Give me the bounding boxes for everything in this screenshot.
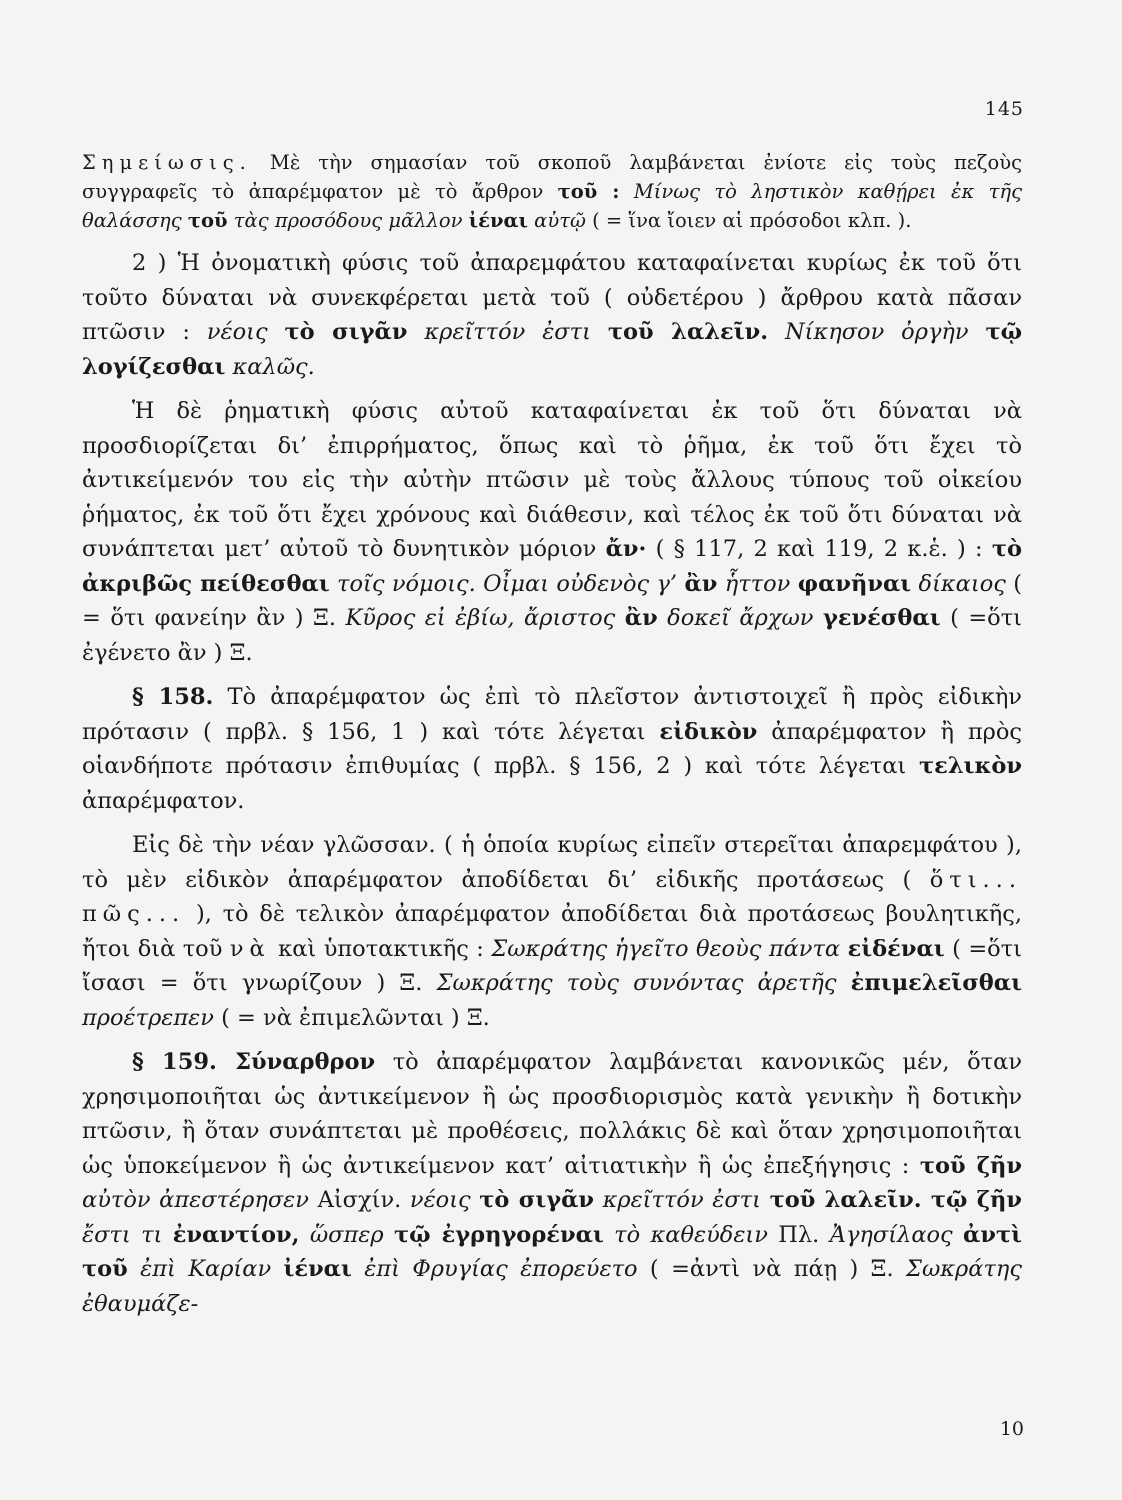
bold-run: τὸ σιγᾶν — [284, 319, 408, 345]
text-run: τὸ ἀπαρέμφατον λαμβάνεται κανονικῶς μέν, ὅταν χρησιμοποιῆται ὡς ἀντικείμενον ἢ ὡς προσδιορισμὸς κατὰ γενικὴν ἢ δοτικὴν πτῶσιν, ἢ ὅταν συνάπτεται μὲ προθέσεις, πολλάκις δὲ καὶ ὅταν χρησιμοποιῆται ὡς ὑποκείμενον ἢ ὡς ἀντικείμενον κατ’ αἰτιατικὴν ἢ ὡς ἐπεξήγησις : — [82, 1049, 1022, 1179]
text-run: Τὸ ἀπαρέμφατον ὡς ἐπὶ τὸ πλεῖστον ἀντιστοιχεῖ ἢ πρὸς εἰδικὴν πρότασιν ( πρβλ. § 156, 1 ) καὶ τότε λέγεται — [82, 684, 1022, 745]
text-run: καὶ ὑποτακτικῆς : — [270, 935, 492, 962]
italic-run: ἐπὶ Καρίαν — [127, 1256, 284, 1282]
paragraph-verbal-nature — [82, 394, 1022, 670]
bold-run: τοῦ ζῆν — [919, 1152, 1022, 1179]
text-run: ἀπαρέμφατον. — [82, 787, 245, 814]
note-label: Σημείωσις. — [82, 151, 252, 174]
italic-run: ἐπὶ Φρυγίας ἐπορεύετο — [351, 1256, 638, 1282]
bold-run: φανῆναι — [797, 570, 912, 597]
bold-run: τῷ λογίζεσθαι — [82, 319, 1023, 380]
bold-run: εἰδέναι — [847, 935, 945, 962]
paragraph-nominal-nature — [82, 246, 1022, 384]
text-run: ( =ὅτι ἐγένετο ἂν ) Ξ. — [82, 605, 1023, 666]
italic-run: τὰς προσόδους μᾶλλον — [227, 209, 469, 232]
italic-run: Σωκράτης τοὺς συνόντας ἀρετῆς — [436, 970, 851, 996]
text-run: 2 ) Ἡ ὀνοματικὴ φύσις τοῦ ἀπαρεμφάτου καταφαίνεται κυρίως ἐκ τοῦ ὅτι τοῦτο δύναται νὰ συνεκφέρεται μετὰ τοῦ ( οὐδετέρου ) ἄρθρου κατὰ πᾶσαν πτῶσιν : — [82, 250, 1022, 345]
text-run: Αἰσχίν. — [308, 1187, 410, 1213]
bold-run: τῷ ἐγρηγορέναι — [393, 1221, 604, 1248]
bold-run: εἰδικὸν — [659, 718, 758, 745]
italic-run: κρεῖττόν ἐστι — [594, 1187, 770, 1213]
text-run: Ἡ δὲ ῥηματικὴ φύσις αὐτοῦ καταφαίνεται ἐκ τοῦ ὅτι δύναται νὰ προσδιορίζεται δι’ ἐπιρρήματος, ὅπως καὶ τὸ ῥῆμα, ἐκ τοῦ ὅτι ἔχει τὸ ἀντικείμενόν του εἰς τὴν αὐτὴν πτῶσιν μὲ τοὺς ἄλλους τύπους τοῦ οἰκείου ῥήματος, ἐκ τοῦ ὅτι ἔχει χρόνους καὶ διάθεσιν, καὶ τέλος ἐκ τοῦ ὅτι δύναται νὰ συνάπτεται μετ’ αὐτοῦ τὸ δυνητικὸν μόριον — [82, 398, 1022, 562]
italic-run: νέοις — [409, 1187, 480, 1213]
section-number: § 158. — [132, 684, 214, 710]
italic-run: ἧττον — [717, 570, 798, 597]
bold-run: ἄν· — [605, 536, 647, 562]
signature-number: 10 — [999, 1418, 1024, 1440]
bold-run: ἐπιμελεῖσθαι — [850, 970, 1022, 996]
bold-run: τοῦ λαλεῖν. τῷ ζῆν — [769, 1187, 1023, 1213]
bold-run: τελικὸν — [919, 753, 1022, 779]
italic-run: Μίνως τὸ ληστικὸν καθῄρει ἐκ τῆς θαλάσσης — [82, 180, 1022, 232]
italic-run: Κῦρος εἰ ἐβίω, ἄριστος — [345, 605, 625, 631]
italic-run: Ἀγησίλαος — [829, 1221, 964, 1248]
italic-run: Σωκράτης ἐθαυμάζε- — [82, 1256, 1022, 1317]
section-158 — [82, 680, 1022, 818]
section-number: § 159. — [132, 1049, 217, 1075]
italic-run: τοῖς νόμοις. Οἶμαι οὐδενὸς γ’ — [329, 570, 685, 597]
italic-run: ἔστι τι — [82, 1221, 173, 1248]
bold-run: τὸ ἀκριβῶς πείθεσθαι — [82, 536, 1022, 597]
italic-run: κρεῖττόν ἐστι — [407, 319, 608, 345]
spaced-run: ὅτι... — [929, 866, 1022, 893]
bold-run: ἰέναι — [283, 1256, 352, 1282]
italic-run: αὐτὸν ἀπεστέρησεν — [82, 1187, 309, 1213]
text-run: ( = ὅτι φανείην ἂν ) Ξ. — [82, 570, 1022, 631]
italic-run: δίκαιος — [911, 570, 1006, 597]
text-run: ἀπαρέμφατον ἢ πρὸς οἱανδήποτε πρότασιν ἐπιθυμίας ( πρβλ. § 156, 2 ) καὶ τότε λέγεται — [82, 718, 1022, 779]
italic-run: Σωκράτης ἡγεῖτο θεοὺς πάντα — [491, 935, 848, 962]
bold-run: ἐναντίον, — [172, 1221, 300, 1248]
italic-run: Νίκησον ὀργὴν — [768, 319, 986, 345]
bold-run: γενέσθαι — [822, 605, 941, 631]
page-body — [82, 148, 1022, 1331]
bold-run: ἂν — [684, 570, 718, 597]
text-run: Εἰς δὲ τὴν νέαν γλῶσσαν. ( ἡ ὁποία κυρίως εἰπεῖν στερεῖται ἀπαρεμφάτου ), τὸ μὲν εἰδικὸν ἀπαρέμφατον ἀποδίδεται δι’ εἰδικῆς προτάσεως ( — [82, 832, 1022, 893]
italic-run: τὸ καθεύδειν — [603, 1221, 768, 1248]
italic-run: καλῶς. — [225, 353, 315, 380]
text-run: ( =ὅτι ἴσασι = ὅτι γνωρίζουν ) Ξ. — [82, 935, 1022, 996]
paragraph-modern-greek — [82, 828, 1022, 1035]
italic-run: αὐτῷ — [527, 209, 586, 232]
text-run: Μὲ τὴν σημασίαν τοῦ σκοποῦ λαμβάνεται ἐνίοτε εἰς τοὺς πεζοὺς συγγραφεῖς τὸ ἀπαρέμφατον μὲ τὸ ἄρθρον — [82, 151, 1022, 203]
italic-run: προέτρεπεν — [82, 1004, 214, 1031]
text-run: ), τὸ δὲ τελικὸν ἀπαρέμφατον ἀποδίδεται διὰ προτάσεως βουλητικῆς, ἤτοι διὰ τοῦ — [82, 901, 1022, 962]
text-run: Πλ. — [767, 1221, 830, 1248]
text-run: ( =ἀντὶ νὰ πάῃ ) Ξ. — [637, 1256, 907, 1282]
bold-run: τοῦ — [187, 209, 228, 232]
bold-run: τοῦ λαλεῖν. — [607, 319, 769, 345]
bold-run: ἰέναι — [468, 209, 528, 232]
text-run: ( = ἵνα ἴοιεν αἱ πρόσοδοι κλπ. ). — [585, 209, 912, 232]
bold-run: ἂν — [624, 605, 658, 631]
bold-run: Σύναρθρον — [216, 1049, 376, 1075]
spaced-run: πῶς... — [82, 901, 186, 927]
bold-run: ἀντὶ τοῦ — [82, 1221, 1022, 1282]
page-number: 145 — [984, 98, 1024, 120]
text-run: ( § 117, 2 καὶ 119, 2 κ.ἑ. ) : — [646, 536, 992, 562]
note-paragraph — [82, 148, 1022, 235]
text-run: ( = νὰ ἐπιμελῶνται ) Ξ. — [213, 1004, 490, 1031]
section-159 — [82, 1045, 1022, 1321]
bold-run: τοῦ : — [557, 180, 620, 203]
bold-run: τὸ σιγᾶν — [479, 1187, 594, 1213]
italic-run: δοκεῖ ἄρχων — [657, 605, 823, 631]
spaced-run: νὰ — [229, 935, 271, 962]
italic-run: ὥσπερ — [299, 1221, 394, 1248]
italic-run: νέοις — [206, 319, 285, 345]
